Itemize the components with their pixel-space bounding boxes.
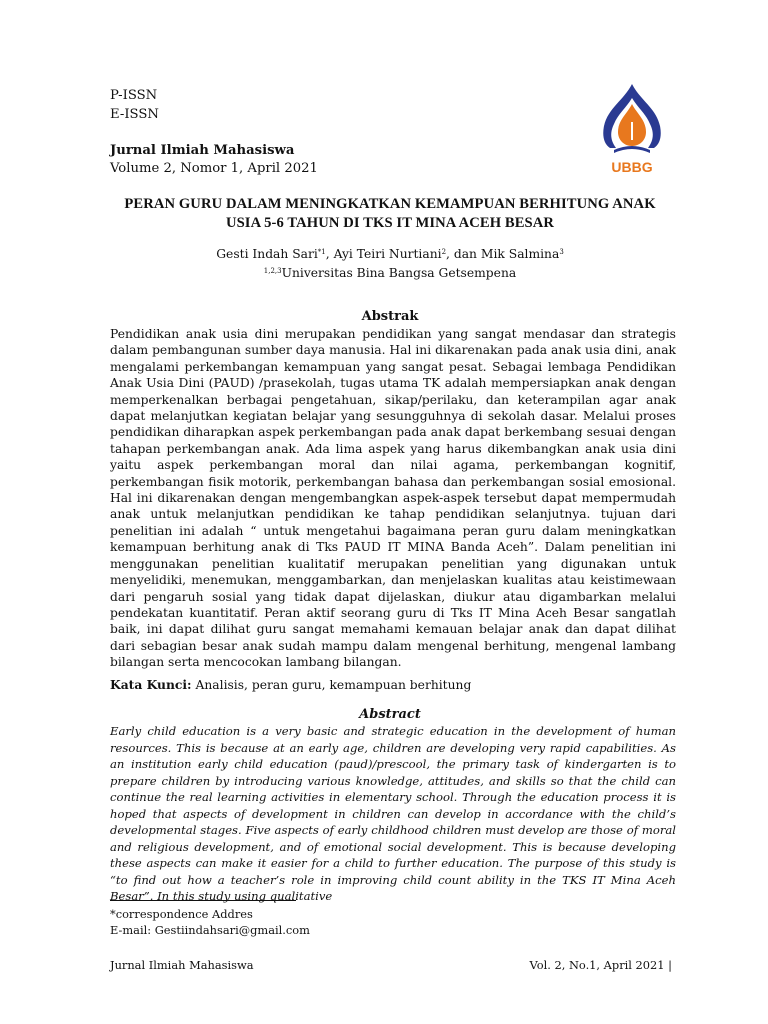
affiliation <box>110 263 670 282</box>
author-3: , dan Mik Salmina <box>446 247 560 261</box>
affiliation-name: Universitas Bina Bangsa Getsempena <box>281 266 517 280</box>
author-3-sup: 3 <box>559 248 564 256</box>
footnote-divider <box>110 900 296 901</box>
affiliation-sup: 1,2,3 <box>263 267 282 275</box>
abstract-text: Early child education is a very basic and strategic education in the development of human resources. This is because at an early age, children are developing very rapid capabilities. As an institution early child education (paud)/prescool, the primary task of kindergarten is to prepare children by introducing various knowledge, attitudes, and skills so that the child can continue the real learning activities in elementary school. Through the education process it is hoped that aspects of development in children can develop in accordance with the child’s developmental stages. Five aspects of early childhood children must develop are those of moral and religious development, and of emotional social development. This is because developing these aspects can make it easier for a child to further education. The purpose of this study is “to find out how a teacher’s role in improving child count ability in the TKS IT Mina Aceh Besar”. In this study using qualitative <box>110 724 676 903</box>
author-list <box>110 244 670 263</box>
abstrak-heading: Abstrak <box>361 309 419 324</box>
author-block <box>110 244 670 282</box>
author-2: , Ayi Teiri Nurtiani <box>325 247 442 261</box>
abstrak-text: Pendidikan anak usia dini merupakan pendidikan yang sangat mendasar dan strategis dalam pembangunan sumber daya manusia. Hal ini dikarenakan pada anak usia dini, anak mengalami perkembangan kemampuan yang sangat pesat. Sebagai lembaga Pendidikan Anak Usia Dini (PAUD) /prasekolah, tugas utama TK adalah mempersiapkan anak dengan memperkenalkan berbagai pengetahuan, sikap/perilaku, dan keterampilan agar anak dapat melanjutkan kegiatan belajar yang sesungguhnya di sekolah dasar. Melalui proses pendidikan diharapkan aspek perkembangan pada anak dapat berkembang sesuai dengan tahapan perkembangan anak. Ada lima aspek yang harus dikembangkan anak usia dini yaitu aspek perkembangan moral dan nilai agama, perkembangan kognitif, perkembangan fisik motorik, perkembangan bahasa dan perkembangan sosial emosional. Hal ini dikarenakan dengan mengembangkan aspek-aspek tersebut dapat mempermudah anak untuk melanjutkan pendidikan ke tahap pendidikan selanjutnya. tujuan dari penelitian ini adalah “ untuk mengetahui bagaimana peran guru dalam meningkatkan kemampuan berhitung anak di Tks PAUD IT MINA Banda Aceh”. Dalam penelitian ini menggunakan penelitian kualitatif merupakan penelitian yang digunakan untuk menyelidiki, menemukan, menggambarkan, dan menjelaskan kualitas atau keistimewaan dari pengaruh sosial yang tidak dapat dijelaskan, diukur atau digambarkan melalui pendekatan kuantitatif. Peran aktif seorang guru di Tks IT Mina Aceh Besar sangatlah baik, ini dapat dilihat guru sangat memahami kemauan belajar anak dan dapat dilihat dari sebagian besar anak sudah mampu dalam mengenal berhitung, mengenal lambang bilangan serta mencocokan lambang bilangan. <box>110 327 676 670</box>
abstract-heading: Abstract <box>359 707 421 722</box>
footer-volume: Vol. 2, No.1, April 2021 | <box>529 958 672 972</box>
footnote-correspondence: *correspondence Addres <box>110 907 253 921</box>
logo-text: UBBG <box>611 159 653 175</box>
author-1: Gesti Indah Sari <box>216 247 318 261</box>
keywords-value: Analisis, peran guru, kemampuan berhitung <box>191 678 472 692</box>
ubbg-logo <box>594 82 670 178</box>
p-issn: P-ISSN <box>110 88 158 103</box>
journal-name: Jurnal Ilmiah Mahasiswa <box>110 143 295 158</box>
volume-line: Volume 2, Nomor 1, April 2021 <box>110 161 318 176</box>
ubbg-emblem-icon <box>594 82 670 178</box>
title-line-2: USIA 5-6 TAHUN DI TKS IT MINA ACEH BESAR <box>225 215 555 231</box>
keywords-label: Kata Kunci: <box>110 677 192 692</box>
footnote-email: E-mail: Gestiindahsari@gmail.com <box>110 923 310 937</box>
keywords-line <box>110 677 676 693</box>
title-line-1: PERAN GURU DALAM MENINGKATKAN KEMAMPUAN BERHITUNG ANAK <box>124 196 656 212</box>
author-1-sup: *1 <box>317 248 326 256</box>
e-issn: E-ISSN <box>110 107 159 122</box>
paper-title <box>110 195 670 233</box>
footer-journal: Jurnal Ilmiah Mahasiswa <box>110 958 254 972</box>
author-2-sup: 2 <box>441 248 447 256</box>
